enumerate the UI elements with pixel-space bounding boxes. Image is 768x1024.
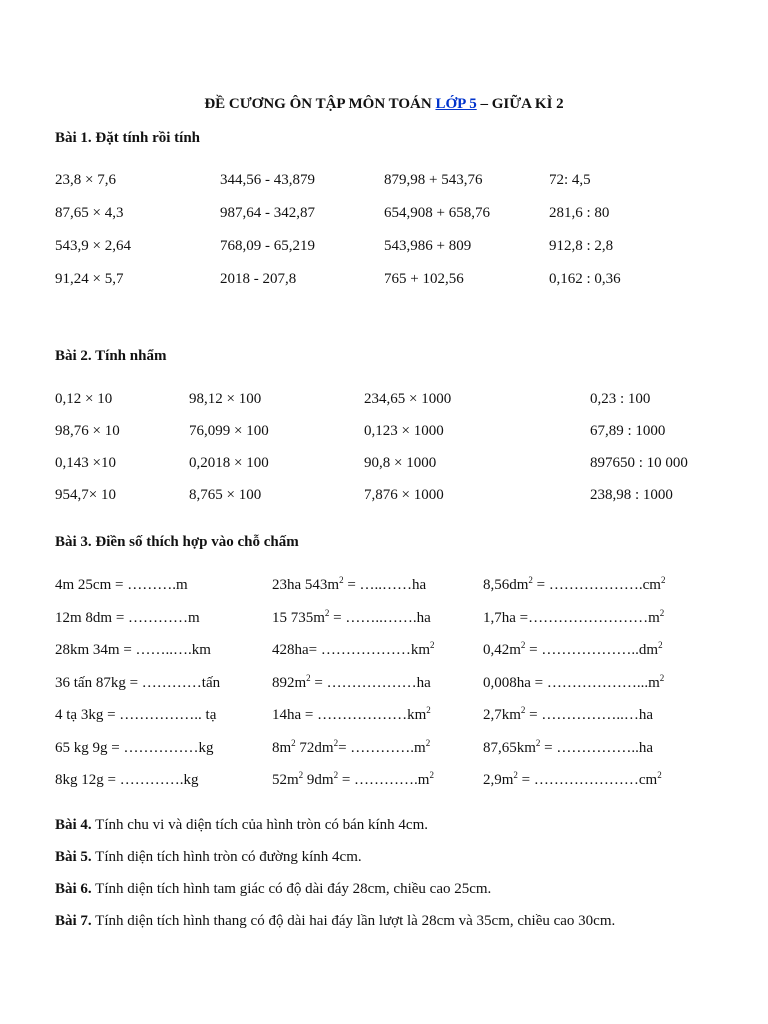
bai2-cell: 67,89 : 1000: [590, 423, 666, 439]
bai3-cell: 23ha $543m^2$ = …..……ha: [272, 575, 427, 593]
title-suffix: – GIỮA KÌ 2: [480, 96, 564, 112]
task-item: [55, 913, 615, 930]
bai3-cell: $2,9m^2$ = $\dots\dots\dots\dots\dots\dots\dots cm^2$: [483, 770, 662, 788]
bai2-cell: 0,23 : 100: [590, 391, 651, 407]
bai1-cell: 765 + 102,56: [384, 271, 464, 287]
task-text: Tính chu vi và diện tích của hình tròn có bán kính 4cm.: [91, 817, 429, 833]
bai2-row: [0, 391, 768, 411]
bai1-cell: 23,8 × 7,6: [55, 172, 116, 188]
bai2-cell: 98,76 × 10: [55, 423, 120, 439]
bai3-cell: 12m 8dm = …………m: [55, 609, 200, 626]
bai3-cell: 15 $735m^2$ = ……..…….ha: [272, 607, 431, 626]
task-item: [55, 881, 491, 898]
bai3-cell: $428ha= \dots\dots\dots\dots\dots\dots km^2$: [272, 640, 435, 658]
bai2-row: [0, 455, 768, 475]
bai1-cell: 987,64 - 342,87: [220, 205, 315, 221]
bai1-cell: 768,09 - 65,219: [220, 238, 315, 254]
bai3-cell: $52m^2$ $9dm^2$ = $\dots\dots\dots\dots.m^2$: [272, 770, 434, 788]
bai3-row: [0, 707, 768, 727]
task-text: Tính diện tích hình tam giác có độ dài đáy 28cm, chiều cao 25cm.: [91, 881, 492, 897]
task-text: Tính diện tích hình tròn có đường kính 4cm.: [91, 849, 362, 865]
bai1-cell: 0,162 : 0,36: [549, 271, 621, 287]
task-text: Tính diện tích hình thang có độ dài hai đáy lần lượt là 28cm và 35cm, chiều cao 30cm.: [91, 913, 616, 929]
bai1-cell: 281,6 : 80: [549, 205, 610, 221]
bai2-cell: 0,143 ×10: [55, 455, 116, 471]
title-prefix: ĐỀ CƯƠNG ÔN TẬP MÔN TOÁN: [204, 96, 432, 112]
task-item: [55, 849, 362, 866]
bai3-cell: $1,7ha =\dots\dots\dots\dots\dots\dots\dots\dots m^2$: [483, 607, 665, 626]
task-label: Bài 6.: [55, 881, 92, 897]
task-label: Bài 7.: [55, 913, 92, 929]
bai3-cell: $8,56dm^2$ = $\dots\dots\dots\dots\dots\dots.cm^2$: [483, 575, 666, 593]
bai1-cell: 2018 - 207,8: [220, 271, 297, 287]
bai1-row: [0, 205, 768, 225]
bai3-cell: $8m^2$ $72dm^2=$ $\dots\dots\dots\dots.m^2$: [272, 737, 431, 756]
bai1-cell: 654,908 + 658,76: [384, 205, 490, 221]
bai3-cell: 28km 34m = ……..….km: [55, 642, 211, 658]
bai2-cell: 98,12 × 100: [189, 391, 262, 407]
bai1-cell: 91,24 × 5,7: [55, 271, 124, 287]
bai2-cell: 8,765 × 100: [189, 487, 262, 503]
bai1-cell: 87,65 × 4,3: [55, 205, 124, 221]
bai3-cell: $2,7km^2$ = ……………..…ha: [483, 705, 654, 723]
bai3-row: [0, 607, 768, 630]
bai3-row: [0, 642, 768, 662]
bai3-cell: $87,65km^2$ = ……………..ha: [483, 737, 654, 756]
bai2-cell: 954,7× 10: [55, 487, 116, 503]
bai1-cell: 879,98 + 543,76: [384, 172, 483, 188]
page-title: [0, 96, 768, 113]
bai2-cell: 76,099 × 100: [189, 423, 269, 439]
bai2-cell: 234,65 × 1000: [364, 391, 452, 407]
bai2-cell: 897650 : 10 000: [590, 455, 688, 471]
bai3-row: [0, 772, 768, 792]
bai1-cell: 543,9 × 2,64: [55, 238, 131, 254]
bai1-heading: Bài 1. Đặt tính rồi tính: [55, 130, 201, 146]
bai3-cell: $892m^2$ = ………………ha: [272, 672, 431, 691]
bai3-cell: $0,008ha = \dots\dots\dots\dots\dots\dots...m^2$: [483, 672, 665, 691]
bai1-cell: 344,56 - 43,879: [220, 172, 315, 188]
bai1-row: [0, 172, 768, 192]
task-label: Bài 5.: [55, 849, 92, 865]
bai3-cell: 4 tạ 3kg = …………….. tạ: [55, 707, 217, 723]
bai3-row: [0, 737, 768, 760]
bai1-cell: 912,8 : 2,8: [549, 238, 614, 254]
bai3-cell: $14ha = \dots\dots\dots\dots\dots\dots km^2$: [272, 705, 431, 723]
bai3-cell: 65 kg 9g = ……………kg: [55, 739, 214, 756]
task-item: [55, 817, 428, 834]
bai1-cell: 72: 4,5: [549, 172, 591, 188]
bai2-row: [0, 423, 768, 443]
bai2-row: [0, 487, 768, 507]
bai3-row: [0, 577, 768, 597]
bai2-cell: 0,2018 × 100: [189, 455, 269, 471]
bai3-cell: $0,42m^2$ = $\dots\dots\dots\dots\dots\dots..dm^2$: [483, 640, 663, 658]
bai1-row: [0, 238, 768, 258]
task-label: Bài 4.: [55, 817, 92, 833]
bai2-heading: Bài 2. Tính nhẩm: [55, 348, 167, 364]
bai1-cell: 543,986 + 809: [384, 238, 472, 254]
bai2-cell: 0,123 × 1000: [364, 423, 444, 439]
bai2-cell: 7,876 × 1000: [364, 487, 444, 503]
bai3-cell: 8kg 12g = ………….kg: [55, 772, 199, 788]
bai1-row: [0, 271, 768, 291]
bai3-cell: 36 tấn 87kg = …………tấn: [55, 674, 221, 691]
bai2-cell: 90,8 × 1000: [364, 455, 437, 471]
bai3-heading: Bài 3. Điền số thích hợp vào chỗ chấm: [55, 534, 299, 550]
bai3-row: [0, 672, 768, 695]
grade-link[interactable]: LỚP 5: [435, 96, 477, 112]
bai3-cell: 4m 25cm = ……….m: [55, 577, 188, 593]
bai2-cell: 0,12 × 10: [55, 391, 113, 407]
bai2-cell: 238,98 : 1000: [590, 487, 673, 503]
